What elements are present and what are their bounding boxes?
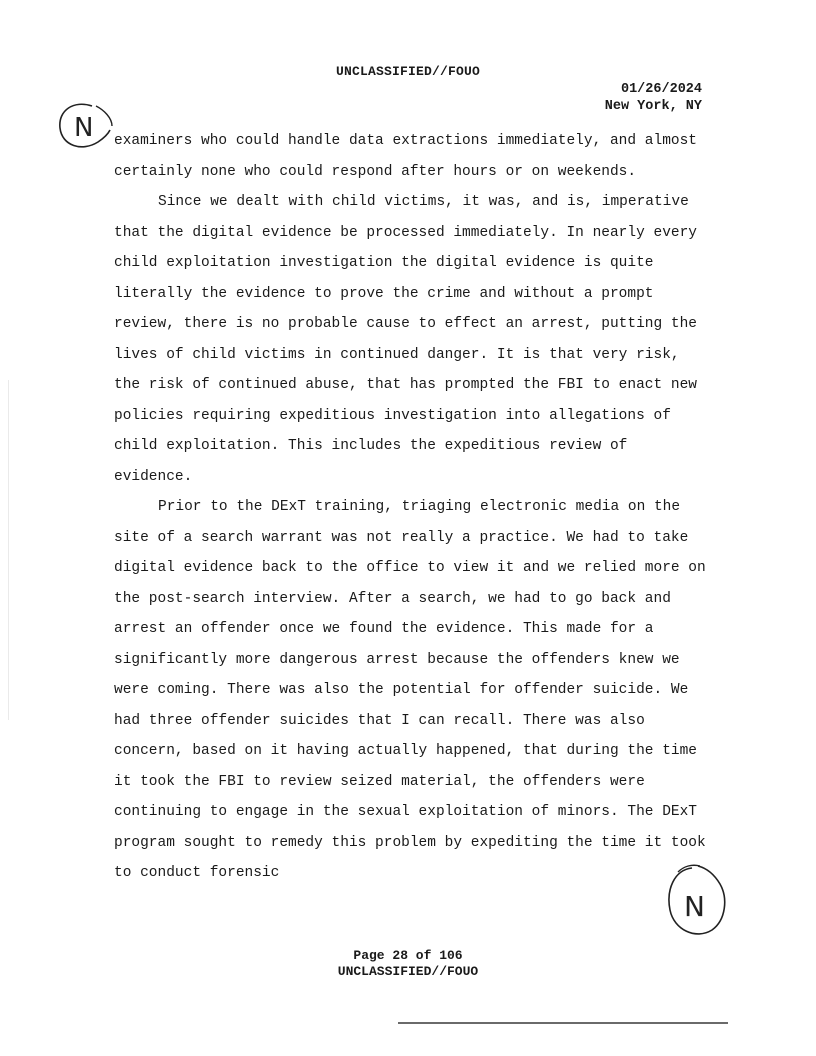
body-paragraph-2: Since we dealt with child victims, it was, and is, imperative that the digital evidence be processed immediately. In nearly every child exploitation investigation the digital evidence is quite literally the evidence to prove the crime and without a prompt review, there is no probable cause to effect an arrest, putting the lives of child victims in continued danger. It is that very risk, the risk of continued abuse, that has prompted the FBI to enact new policies requiring expeditious investigation into allegations of child exploitation. This includes the expeditious review of evidence. — [114, 194, 697, 485]
right-mark-letter: N — [684, 890, 705, 923]
scan-artifact-line — [398, 1022, 728, 1024]
document-body — [114, 126, 714, 889]
footer-classification: UNCLASSIFIED//FOUO — [337, 964, 479, 979]
footer-page-number: Page 28 of 106 — [353, 948, 463, 963]
header-classification: UNCLASSIFIED//FOUO — [335, 64, 481, 79]
header-date: 01/26/2024 — [620, 82, 702, 97]
header-location: New York, NY — [604, 99, 702, 114]
handwritten-n-circle-mark-right — [662, 860, 732, 942]
scan-artifact-edge — [8, 380, 9, 720]
handwritten-n-circle-mark-left — [52, 96, 122, 156]
body-paragraph-1: examiners who could handle data extractions immediately, and almost certainly none who could respond after hours or on weekends. — [114, 133, 697, 180]
left-mark-letter: N — [74, 113, 94, 143]
body-paragraph-3: Prior to the DExT training, triaging electronic media on the site of a search warrant was not really a practice. We had to take digital evidence back to the office to view it and we relied more on the post-search interview. After a search, we had to go back and arrest an offender once we found the evidence. This made for a significantly more dangerous arrest because the offenders knew we were coming. There was also the potential for offender suicide. We had three offender suicides that I can recall. There was also concern, based on it having actually happened, that during the time it took the FBI to review seized material, the offenders were continuing to engage in the sexual exploitation of minors. The DExT program sought to remedy this problem by expediting the time it took to conduct forensic — [114, 499, 706, 881]
